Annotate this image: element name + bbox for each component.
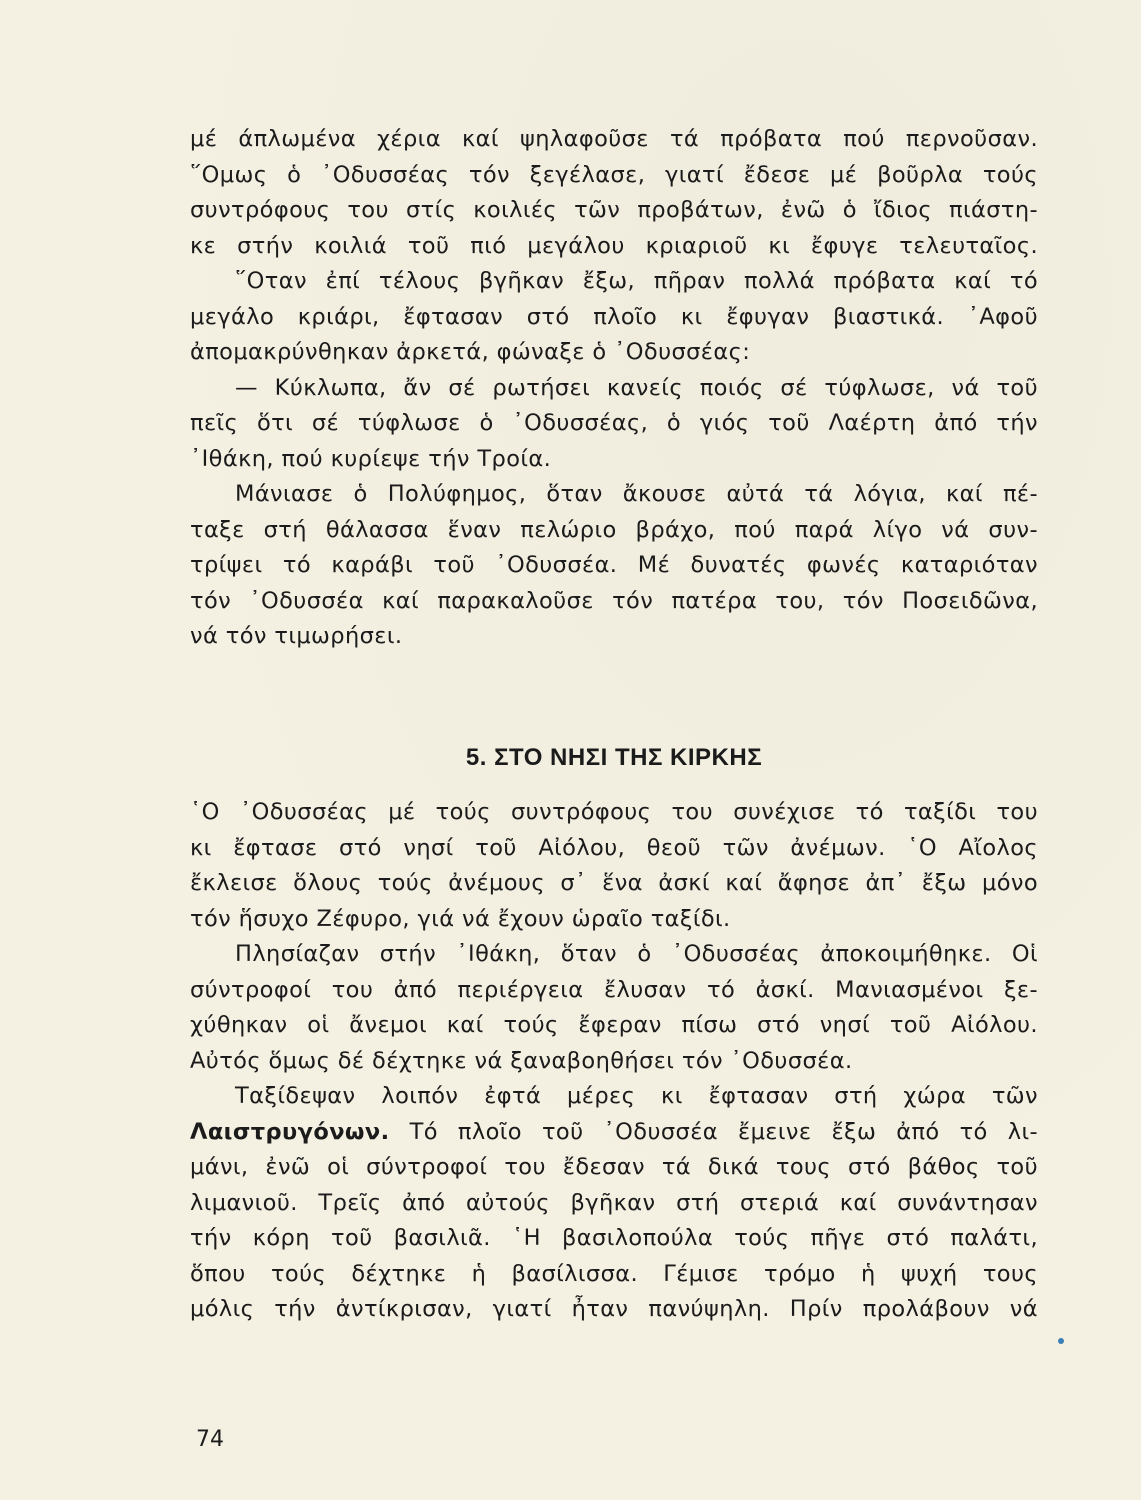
text-line: λιμανιοῦ. Τρεῖς ἀπό αὐτούς βγῆκαν στή στεριά καί συνάντησαν <box>190 1189 1038 1216</box>
blue-dot-mark <box>1058 1338 1064 1344</box>
text-line: μέ άπλωμένα χέρια καί ψηλαφοῦσε τά πρόβατα πού περνοῦσαν. <box>190 126 1038 152</box>
text-line: νά τόν τιμωρήσει. <box>190 623 403 649</box>
text-line: ῞Οταν ἐπί τέλους βγῆκαν ἔξω, πῆραν πολλά πρόβατα καί τό <box>235 268 1038 294</box>
text-line: ἔκλεισε ὅλους τούς ἀνέμους σ᾿ ἕνα ἀσκί καί ἄφησε ἀπ᾿ ἔξω μόνο <box>190 870 1038 896</box>
text-block-kirke <box>190 795 1038 1328</box>
page-number: 74 <box>196 1427 224 1452</box>
text-line: ταξε στή θάλασσα ἕναν πελώριο βράχο, πού παρά λίγο νά συν- <box>190 516 1038 543</box>
text-line: Ταξίδεψαν λοιπόν ἐφτά μέρες κι ἔφτασαν στή χώρα τῶν <box>235 1083 1038 1109</box>
text-line: τόν ἥσυχο Ζέφυρο, γιά νά ἔχουν ὡραῖο ταξίδι. <box>190 905 731 932</box>
text-line: Μάνιασε ὁ Πολύφημος, ὅταν ἄκουσε αὐτά τά λόγια, καί πέ- <box>235 481 1038 507</box>
text-line: κε στήν κοιλιά τοῦ πιό μεγάλου κριαριοῦ κι ἔφυγε τελευταῖος. <box>190 232 1038 259</box>
text-line: — Κύκλωπα, ἄν σέ ρωτήσει κανείς ποιός σέ τύφλωσε, νά τοῦ <box>235 374 1038 401</box>
text-line: σύντροφοί του ἀπό περιέργεια ἔλυσαν τό ἀσκί. Μανιασμένοι ξε- <box>190 976 1038 1003</box>
text-line: κι ἔφτασε στό νησί τοῦ Αἰόλου, θεοῦ τῶν ἀνέμων. ῾Ο Αἴολος <box>190 834 1038 861</box>
text-line: ῞Ομως ὁ ᾿Οδυσσέας τόν ξεγέλασε, γιατί ἔδεσε μέ βοῦρλα τούς <box>190 161 1038 188</box>
text-line: ὅπου τούς δέχτηκε ἡ βασίλισσα. Γέμισε τρόμο ἡ ψυχή τους <box>190 1260 1038 1287</box>
text-line: Πλησίαζαν στήν ᾿Ιθάκη, ὅταν ὁ ᾿Οδυσσέας ἀποκοιμήθηκε. Οἱ <box>235 941 1038 967</box>
text-line: Αὐτός ὅμως δέ δέχτηκε νά ξαναβοηθήσει τόν ᾿Οδυσσέα. <box>190 1047 853 1074</box>
text-line: τρίψει τό καράβι τοῦ ᾿Οδυσσέα. Μέ δυνατές φωνές καταριόταν <box>190 552 1038 578</box>
text-line: ᾿Ιθάκη, πού κυρίεψε τήν Τροία. <box>190 445 552 472</box>
text-line: μεγάλο κριάρι, ἔφτασαν στό πλοῖο κι ἔφυγαν βιαστικά. ᾿Αφοῦ <box>190 303 1038 330</box>
text-line: συντρόφους του στίς κοιλιές τῶν προβάτων, ἐνῶ ὁ ἴδιος πιάστη- <box>190 197 1038 223</box>
text-line: πεῖς ὅτι σέ τύφλωσε ὁ ᾿Οδυσσέας, ὁ γιός τοῦ Λαέρτη ἀπό τήν <box>190 410 1038 436</box>
text-line: τήν κόρη τοῦ βασιλιᾶ. ῾Η βασιλοπούλα τούς πῆγε στό παλάτι, <box>190 1225 1038 1251</box>
text-line: ἀπομακρύνθηκαν ἀρκετά, φώναξε ὁ ᾿Οδυσσέας: <box>190 339 751 365</box>
text-line: ῾Ο ᾿Οδυσσέας μέ τούς συντρόφους του συνέχισε τό ταξίδι του <box>190 799 1038 825</box>
text-line: μόλις τήν ἀντίκρισαν, γιατί ἦταν πανύψηλη. Πρίν προλάβουν νά <box>190 1296 1038 1322</box>
bold-name: Λαιστρυγόνων. <box>190 1118 390 1145</box>
section-heading: 5. ΣΤΟ ΝΗΣΙ ΤΗΣ ΚΙΡΚΗΣ <box>465 744 763 771</box>
text-line-bold-start: Λαιστρυγόνων. Τό πλοῖο τοῦ ᾿Οδυσσέα ἔμεινε ἔξω ἀπό τό λι- <box>190 1118 1038 1145</box>
text-line: χύθηκαν οἱ ἄνεμοι καί τούς ἔφεραν πίσω στό νησί τοῦ Αἰόλου. <box>190 1012 1038 1038</box>
text-block-polyphemus <box>190 122 1038 655</box>
text-line: μάνι, ἐνῶ οἱ σύντροφοί του ἔδεσαν τά δικά τους στό βάθος τοῦ <box>190 1154 1038 1180</box>
text-line: τόν ᾿Οδυσσέα καί παρακαλοῦσε τόν πατέρα του, τόν Ποσειδῶνα, <box>190 587 1038 614</box>
